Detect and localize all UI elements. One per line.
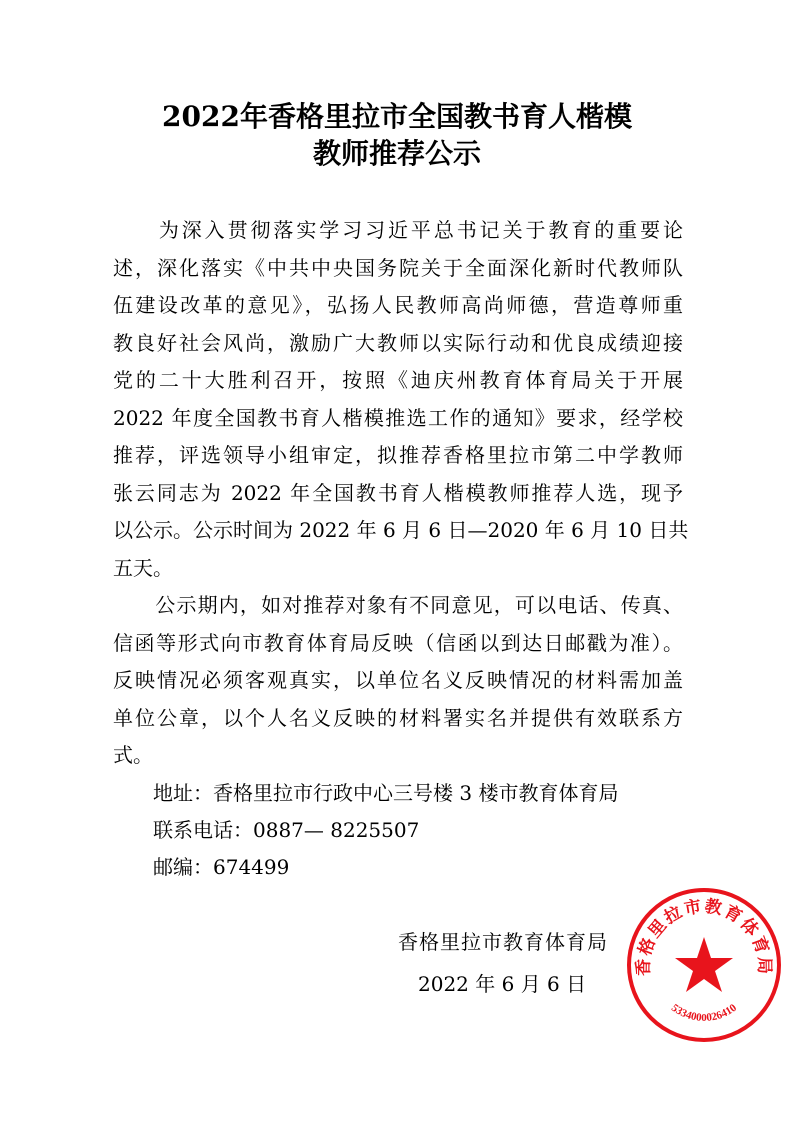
paragraph-line: 伍建设改革的意见》，弘扬人民教师高尚师德，营造尊师重 [113, 293, 683, 317]
paragraph-line: 以公示。公示时间为 2022 年 6 月 6 日—2020 年 6 月 10 日共 [113, 518, 689, 542]
document-title-line1: 2022年香格里拉市全国教书育人楷模 [162, 100, 632, 133]
paragraph-line: 单位公章，以个人名义反映的材料署实名并提供有效联系方 [113, 705, 683, 730]
document-title-line2: 教师推荐公示 [312, 137, 481, 170]
contact-address: 地址：香格里拉市行政中心三号楼 3 楼市教育体育局 [113, 781, 619, 805]
paragraph-line: 反映情况必须客观真实，以单位名义反映情况的材料需加盖 [113, 668, 683, 692]
paragraph-line: 信函等形式向市教育体育局反映（信函以到达日邮戳为准）。 [113, 630, 683, 655]
paragraph-line: 式。 [113, 743, 153, 767]
paragraph-line: 公示期内，如对推荐对象有不同意见，可以电话、传真、 [113, 593, 683, 617]
paragraph-line: 2022 年度全国教书育人楷模推选工作的通知》要求，经学校 [113, 405, 683, 430]
signature-date: 2022 年 6 月 6 日 [418, 972, 587, 996]
star-icon [675, 937, 733, 992]
official-seal-stamp [624, 885, 784, 1045]
paragraph-line: 推荐，评选领导小组审定，拟推荐香格里拉市第二中学教师 [113, 443, 683, 467]
paragraph-line: 为深入贯彻落实学习习近平总书记关于教育的重要论 [113, 218, 683, 242]
contact-postcode: 邮编：674499 [113, 855, 290, 879]
paragraph-line: 党的二十大胜利召开，按照《迪庆州教育体育局关于开展 [113, 368, 683, 392]
paragraph-line: 教良好社会风尚，激励广大教师以实际行动和优良成绩迎接 [113, 330, 683, 355]
stamp-org-text: 香格里拉市教育体育局 [633, 896, 775, 977]
signature-org: 香格里拉市教育体育局 [398, 930, 608, 954]
paragraph-line: 张云同志为 2022 年全国教书育人楷模教师推荐人选，现予 [113, 480, 683, 505]
stamp-code-text: 5334000026410 [669, 1001, 739, 1024]
paragraph-line: 五天。 [113, 555, 173, 580]
contact-phone: 联系电话：0887— 8225507 [113, 818, 420, 842]
paragraph-line: 述，深化落实《中共中央国务院关于全面深化新时代教师队 [113, 255, 683, 280]
svg-text:5334000026410 [669, 1002, 739, 1024]
